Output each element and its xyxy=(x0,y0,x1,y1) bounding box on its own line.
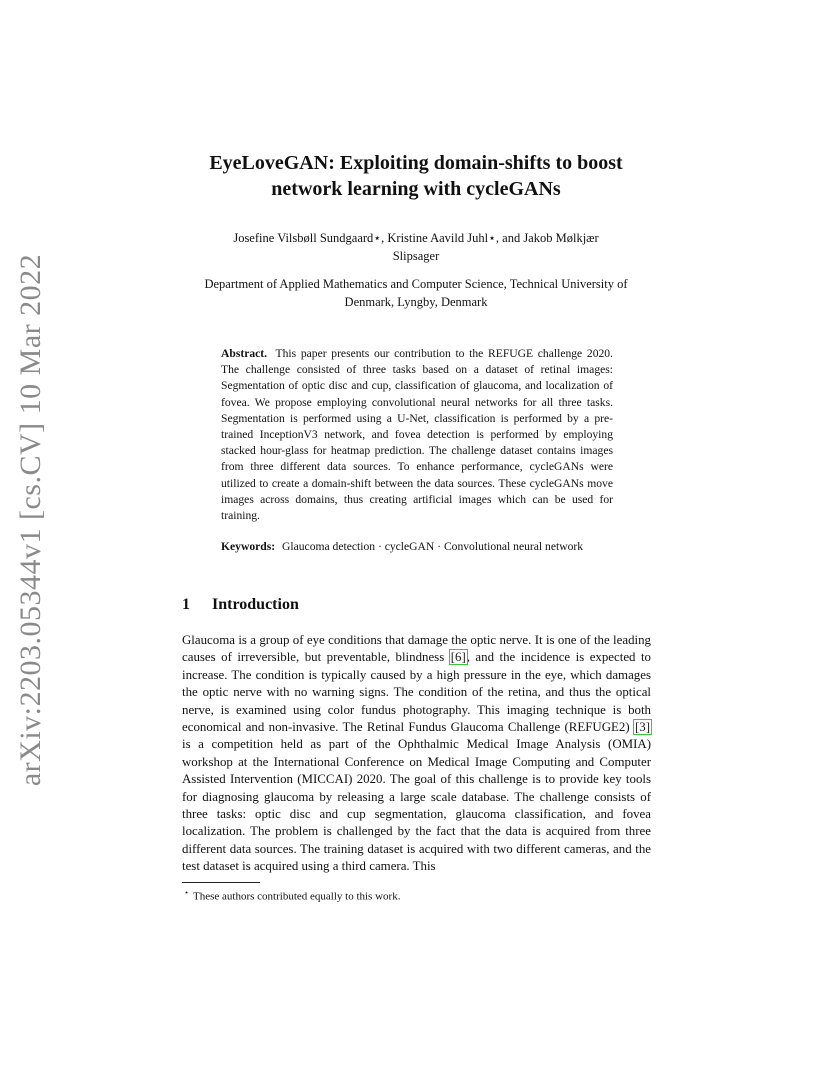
citation-link-6[interactable]: [6] xyxy=(450,650,466,665)
footnote-mark: ⋆ xyxy=(184,888,190,897)
affiliation-line-1: Department of Applied Mathematics and Computer Science, Technical University of xyxy=(204,277,628,291)
footnote-rule xyxy=(182,882,260,883)
abstract xyxy=(221,346,613,524)
paper-authors xyxy=(180,229,652,265)
intro-text-part-1: Glaucoma is a group of eye conditions that damage the optic nerve. It is one of the leading causes of irreversible, but preventable, blindness xyxy=(182,633,651,665)
authors-line-1: Josefine Vilsbøll Sundgaard⋆, Kristine Aavild Juhl⋆, and Jakob Mølkjær xyxy=(233,231,599,245)
footnote-text: These authors contributed equally to this work. xyxy=(193,890,401,903)
introduction-paragraph xyxy=(182,632,651,876)
keywords xyxy=(221,539,613,555)
citation-link-3[interactable]: [3] xyxy=(634,720,650,735)
intro-text-part-2: , and the incidence is expected to increase. The condition is typically caused by a high pressure in the eye, which damages the optic nerve with no warning signs. The condition of the retina, and thus the optical nerve, is examined using color fundus photography. This imaging technique is both economical and non-invasive. The Retinal Fundus Glaucoma Challenge (REFUGE2) xyxy=(182,650,652,735)
keywords-text: Glaucoma detection · cycleGAN · Convolutional neural network xyxy=(282,540,584,553)
paper-affiliation xyxy=(180,275,652,311)
section-title: Introduction xyxy=(212,596,299,613)
footnote xyxy=(184,886,400,904)
abstract-text: This paper presents our contribution to the REFUGE challenge 2020. The challenge consisted of three tasks based on a dataset of retinal images: Segmentation of optic disc and cup, classification of glaucoma, and localization of fovea. We propose employing convolutional neural networks for all three tasks. Segmentation is performed using a U-Net, classification is performed by a pre-trained InceptionV3 network, and fovea detection is performed by employing stacked hour-glass for heatmap prediction. The challenge dataset contains images from three different data sources. To enhance performance, cycleGANs were utilized to create a domain-shift between the data sources. These cycleGANs move images across domains, thus creating artificial images which can be used for training. xyxy=(221,347,613,523)
keywords-label: Keywords: xyxy=(221,540,276,553)
affiliation-line-2: Denmark, Lyngby, Denmark xyxy=(344,295,488,309)
section-number: 1 xyxy=(182,596,190,613)
intro-text-part-3: is a competition held as part of the Ophthalmic Medical Image Analysis (OMIA) workshop at the International Conference on Medical Image Computing and Computer Assisted Intervention (MICCAI) 2020. The goal of this challenge is to provide key tools for diagnosing glaucoma by releasing a large scale database. The challenge consists of three tasks: optic disc and cup segmentation, glaucoma classification, and fovea localization. The problem is challenged by the fact that the data is acquired from three different data sources. The training dataset is acquired with two different cameras, and the test dataset is acquired using a third camera. This xyxy=(182,737,651,874)
paper-title-line-1: EyeLoveGAN: Exploiting domain-shifts to boost xyxy=(209,152,623,174)
arxiv-identifier-text: arXiv:2203.05344v1 [cs.CV] 10 Mar 2022 xyxy=(14,253,47,787)
abstract-label: Abstract. xyxy=(221,347,268,360)
authors-line-2: Slipsager xyxy=(392,249,440,263)
section-heading-introduction xyxy=(182,596,299,614)
paper-title-line-2: network learning with cycleGANs xyxy=(271,178,561,200)
paper-title xyxy=(140,150,692,202)
